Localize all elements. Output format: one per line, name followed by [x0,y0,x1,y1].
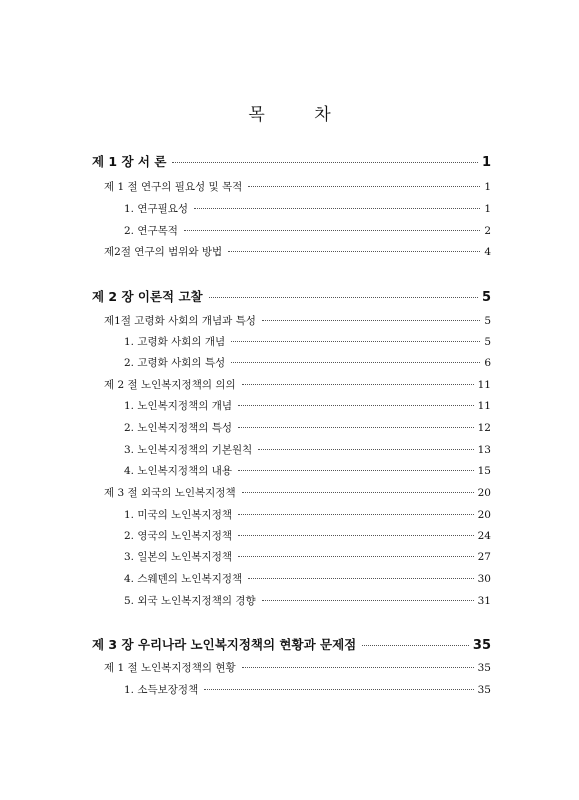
toc-entry-page: 1 [481,155,491,170]
dot-leader [231,341,480,342]
dot-leader [258,449,473,450]
toc-entry-label: 제 3 장 우리나라 노인복지정책의 현황과 문제점 [92,637,357,652]
dot-leader [262,600,474,601]
toc-entry-subsection[interactable] [124,507,491,523]
toc-entry-label: 2. 노인복지정책의 특성 [124,422,232,434]
toc-entry-page: 6 [484,357,491,369]
toc-entry-label: 제 2 장 이론적 고찰 [92,289,203,304]
toc-entry-label: 4. 노인복지정책의 내용 [124,465,232,477]
toc-entry-page: 2 [484,225,491,237]
toc-entry-label: 제 1 장 서 론 [92,154,167,169]
toc-entry-label: 4. 스웨덴의 노인복지정책 [124,573,243,585]
toc-entry-subsection[interactable] [124,549,491,565]
toc-entry-label: 제2절 연구의 범위와 방법 [104,246,223,258]
toc-entry-page: 1 [484,203,491,215]
toc-entry-page: 4 [484,246,491,258]
toc-entry-label: 2. 연구목적 [124,225,178,237]
dot-leader [204,689,473,690]
toc-entry-page: 13 [477,444,491,456]
dot-leader [238,405,474,406]
dot-leader [194,208,480,209]
dot-leader [238,514,474,515]
dot-leader [248,578,474,579]
toc-entry-chapter-1[interactable] [92,153,491,172]
toc-entry-subsection[interactable] [124,334,491,350]
toc-entry-subsection[interactable] [124,593,491,609]
toc-entry-label: 3. 노인복지정책의 기본원칙 [124,444,253,456]
toc-entry-label: 1. 고령화 사회의 개념 [124,336,226,348]
toc-entry-subsection[interactable] [124,420,491,436]
toc-entry-label: 1. 소득보장정책 [124,684,199,696]
toc-entry-label: 제 1 절 연구의 필요성 및 목적 [104,181,243,193]
toc-entry-page: 27 [477,551,491,563]
toc-entry-section[interactable] [104,377,491,393]
toc-entry-page: 24 [477,530,491,542]
toc-entry-page: 35 [477,684,491,696]
dot-leader [262,320,480,321]
dot-leader [362,645,469,646]
dot-leader [231,362,480,363]
toc-entry-subsection[interactable] [124,223,491,239]
toc-entry-page: 35 [472,638,491,653]
dot-leader [242,384,474,385]
dot-leader [248,186,480,187]
dot-leader [228,251,480,252]
toc-entry-subsection[interactable] [124,201,491,217]
dot-leader [242,667,474,668]
dot-leader [172,162,478,163]
toc-entry-subsection[interactable] [124,355,491,371]
toc-entry-page: 20 [477,487,491,499]
toc-entry-page: 11 [477,379,491,391]
toc-entry-label: 제 2 절 노인복지정책의 의의 [104,379,236,391]
dot-leader [238,535,474,536]
toc-entry-label: 3. 일본의 노인복지정책 [124,551,232,563]
toc-entry-page: 35 [477,662,491,674]
page-title: 목 차 [248,105,353,125]
toc-entry-subsection[interactable] [124,442,491,458]
toc-entry-section[interactable] [104,313,491,329]
toc-entry-label: 1. 미국의 노인복지정책 [124,509,232,521]
toc-entry-label: 5. 외국 노인복지정책의 경향 [124,595,256,607]
toc-entry-subsection[interactable] [124,571,491,587]
toc-entry-subsection[interactable] [124,463,491,479]
toc-entry-section[interactable] [104,179,491,195]
toc-entry-page: 5 [484,336,491,348]
toc-entry-subsection[interactable] [124,398,491,414]
toc-entry-label: 1. 연구필요성 [124,203,189,215]
toc-entry-page: 30 [477,573,491,585]
toc-entry-page: 12 [477,422,491,434]
dot-leader [209,297,478,298]
dot-leader [242,492,474,493]
toc-entry-chapter-3[interactable] [92,636,491,655]
dot-leader [238,427,474,428]
toc-entry-page: 15 [477,465,491,477]
toc-entry-page: 5 [484,315,491,327]
toc-entry-page: 5 [481,290,491,305]
toc-entry-label: 제 1 절 노인복지정책의 현황 [104,662,236,674]
dot-leader [184,230,480,231]
toc-entry-subsection[interactable] [124,682,491,698]
toc-entry-label: 2. 고령화 사회의 특성 [124,357,226,369]
toc-entry-label: 제 3 절 외국의 노인복지정책 [104,487,236,499]
toc-entry-chapter-2[interactable] [92,288,491,307]
toc-entry-page: 31 [477,595,491,607]
toc-entry-label: 제1절 고령화 사회의 개념과 특성 [104,315,256,327]
toc-entry-page: 20 [477,509,491,521]
toc-entry-page: 11 [477,400,491,412]
toc-entry-label: 2. 영국의 노인복지정책 [124,530,232,542]
toc-entry-label: 1. 노인복지정책의 개념 [124,400,232,412]
toc-entry-page: 1 [484,181,491,193]
dot-leader [238,470,474,471]
toc-entry-section[interactable] [104,660,491,676]
toc-entry-section[interactable] [104,244,491,260]
toc-entry-subsection[interactable] [124,528,491,544]
toc-entry-section[interactable] [104,485,491,501]
dot-leader [238,556,474,557]
